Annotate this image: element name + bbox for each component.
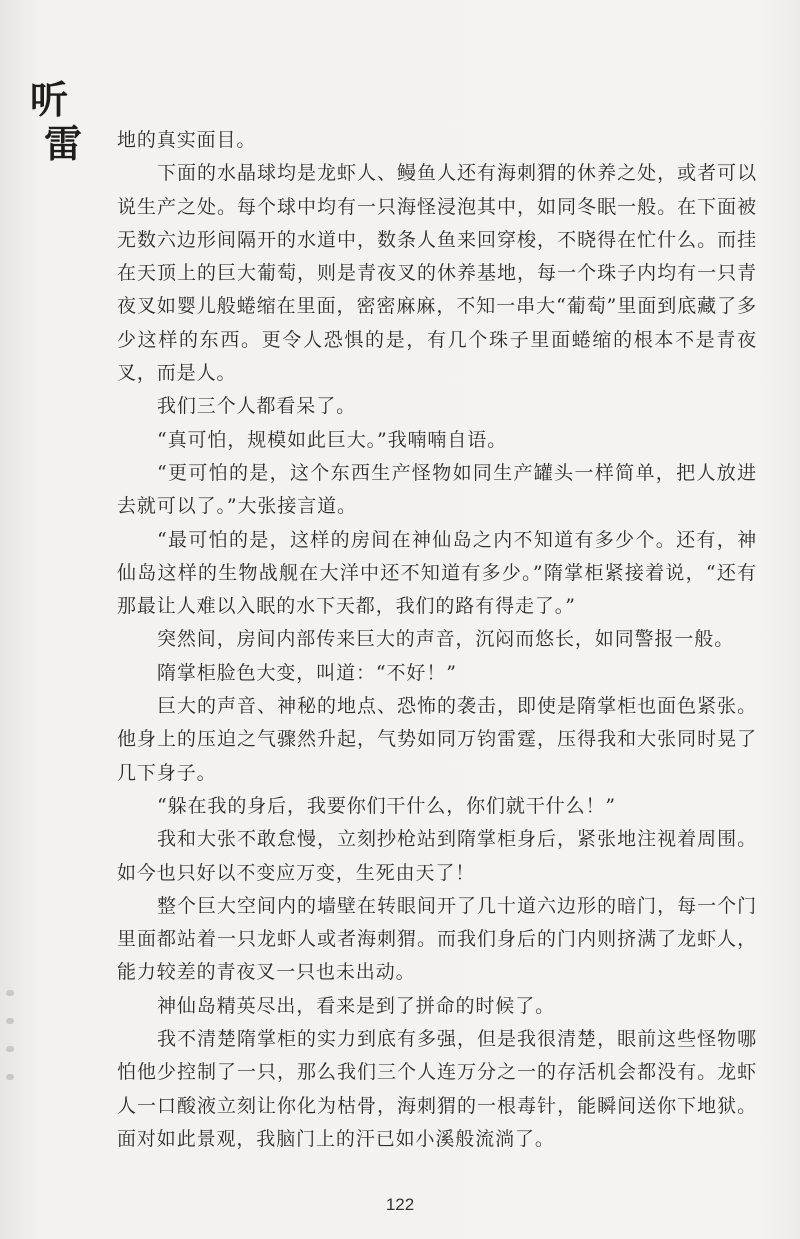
edge-mark <box>6 1018 14 1024</box>
paragraph-7: 隋掌柜脸色大变，叫道：“不好！” <box>157 661 457 684</box>
paragraph-4: “更可怕的是，这个东西生产怪物如同生产罐头一样简单，把人放进去就可以了。”大张接言道。 <box>117 461 757 518</box>
paragraph-11: 整个巨大空间内的墙壁在转眼间开了几十道六边形的暗门，每一个门里面都站着一只龙虾人或者海刺猬。而我们身后的门内则挤满了龙虾人，能力较差的青夜叉一只也未出动。 <box>117 894 757 984</box>
paragraph-3: “真可怕，规模如此巨大。”我喃喃自语。 <box>157 428 508 451</box>
paragraph-2: 我们三个人都看呆了。 <box>157 395 357 418</box>
paragraph-12: 神仙岛精英尽出，看来是到了拼命的时候了。 <box>157 994 556 1017</box>
paragraph-10: 我和大张不敢怠慢，立刻抄枪站到隋掌柜身后，紧张地注视着周围。如今也只好以不变应万变，生死由天了！ <box>117 828 757 884</box>
edge-mark <box>6 1046 14 1052</box>
book-title-char-2: 雷 <box>44 121 83 166</box>
edge-mark <box>6 1074 14 1080</box>
page-number: 122 <box>385 1195 415 1214</box>
edge-mark <box>6 990 14 996</box>
paragraph-6: 突然间，房间内部传来巨大的声音，沉闷而悠长，如同警报一般。 <box>157 628 735 651</box>
page-edge-marks <box>6 990 18 1102</box>
paragraph-5: “最可怕的是，这样的房间在神仙岛之内不知道有多少个。还有，神仙岛这样的生物战舰在大洋中还不知道有多少。”隋掌柜紧接着说，“还有那最让人难以入眠的水下天都，我们的路有得走了。” <box>117 528 757 618</box>
body-text <box>117 124 757 1156</box>
paragraph-8: 巨大的声音、神秘的地点、恐怖的袭击，即使是隋掌柜也面色紧张。他身上的压迫之气骤然升起，气势如同万钧雷霆，压得我和大张同时晃了几下身子。 <box>117 695 757 784</box>
paragraph-13: 我不清楚隋掌柜的实力到底有多强，但是我很清楚，眼前这些怪物哪怕他少控制了一只，那么我们三个人连万分之一的存活机会都没有。龙虾人一口酸液立刻让你化为枯骨，海刺猬的一根毒针，能瞬间送你下地狱。面对如此景观，我脑门上的汗已如小溪般流淌了。 <box>117 1028 757 1150</box>
book-title-char-1: 听 <box>30 77 69 122</box>
paragraph-1: 下面的水晶球均是龙虾人、鳗鱼人还有海刺猬的休养之处，或者可以说生产之处。每个球中均有一只海怪浸泡其中，如同冬眠一般。在下面被无数六边形间隔开的水道中，数条人鱼来回穿梭，不晓得在忙什么。而挂在天顶上的巨大葡萄，则是青夜叉的休养基地，每一个珠子内均有一只青夜叉如婴儿般蜷缩在里面，密密麻麻，不知一串大“葡萄”里面到底藏了多少这样的东西。更令人恐惧的是，有几个珠子里面蜷缩的根本不是青夜叉，而是人。 <box>117 162 757 385</box>
paragraph-9: “躲在我的身后，我要你们干什么，你们就干什么！” <box>157 794 617 817</box>
book-title-vertical <box>30 78 90 166</box>
paragraph-0: 地的真实面目。 <box>117 129 257 151</box>
